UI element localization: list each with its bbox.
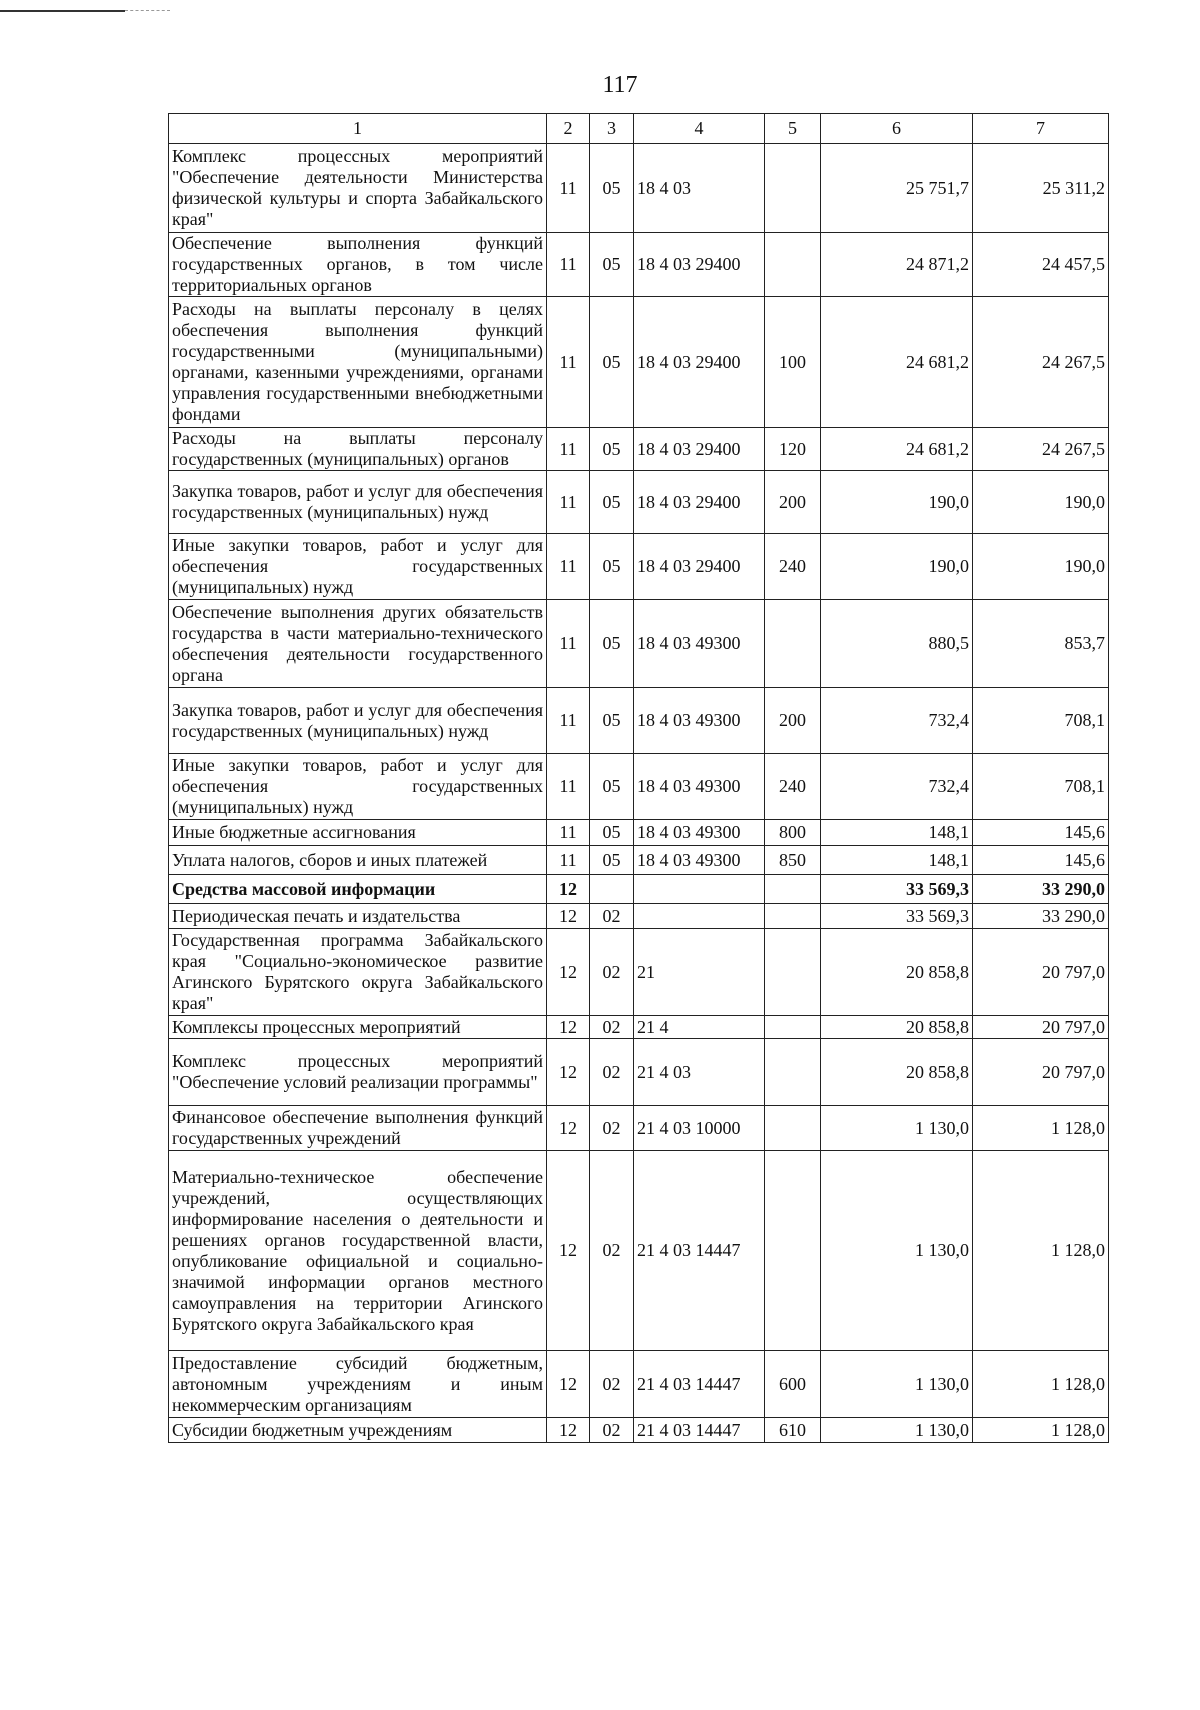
- amount-col-7: 20 797,0: [973, 1039, 1109, 1106]
- amount-col-6: 732,4: [821, 688, 973, 754]
- expense-type-code: 850: [765, 846, 821, 875]
- target-article-code: 21 4 03 14447: [634, 1151, 765, 1351]
- row-name: Комплексы процессных мероприятий: [169, 1016, 547, 1039]
- row-name: Материально-техническое обеспечение учреждений, осуществляющих информирование населения о деятельности и решениях органов государственной власти, опубликование официальной и социально-значимой информации органов местного самоуправления на территории Агинского Бурятского округа Забайкальского края: [169, 1151, 547, 1351]
- amount-col-7: 1 128,0: [973, 1418, 1109, 1443]
- section-code: 12: [547, 904, 590, 929]
- target-article-code: 18 4 03 49300: [634, 846, 765, 875]
- amount-col-7: 20 797,0: [973, 1016, 1109, 1039]
- expense-type-code: 610: [765, 1418, 821, 1443]
- target-article-code: 21 4: [634, 1016, 765, 1039]
- table-row: [169, 471, 1109, 534]
- expense-type-code: 100: [765, 297, 821, 428]
- amount-col-7: 25 311,2: [973, 144, 1109, 233]
- subsection-code: 05: [590, 534, 634, 600]
- subsection-code: 05: [590, 233, 634, 297]
- subsection-code: 05: [590, 471, 634, 534]
- section-code: 11: [547, 428, 590, 471]
- subsection-code: 05: [590, 688, 634, 754]
- row-name: Финансовое обеспечение выполнения функций государственных учреждений: [169, 1106, 547, 1151]
- table-row: [169, 600, 1109, 688]
- subsection-code: 05: [590, 297, 634, 428]
- amount-col-6: 1 130,0: [821, 1106, 973, 1151]
- section-code: 11: [547, 846, 590, 875]
- header-cell: 3: [590, 114, 634, 144]
- row-name: Расходы на выплаты персоналу государственных (муниципальных) органов: [169, 428, 547, 471]
- row-name: Комплекс процессных мероприятий "Обеспечение условий реализации программы": [169, 1039, 547, 1106]
- expense-type-code: 120: [765, 428, 821, 471]
- amount-col-6: 33 569,3: [821, 875, 973, 904]
- amount-col-6: 24 871,2: [821, 233, 973, 297]
- row-name: Иные бюджетные ассигнования: [169, 820, 547, 846]
- row-name: Обеспечение выполнения других обязательств государства в части материально-технического обеспечения деятельности государственного органа: [169, 600, 547, 688]
- target-article-code: 21 4 03 10000: [634, 1106, 765, 1151]
- amount-col-7: 145,6: [973, 846, 1109, 875]
- table-row: [169, 534, 1109, 600]
- subsection-code: 02: [590, 929, 634, 1016]
- table-row: [169, 1351, 1109, 1418]
- section-code: 11: [547, 754, 590, 820]
- header-cell: 1: [169, 114, 547, 144]
- amount-col-7: 33 290,0: [973, 904, 1109, 929]
- header-cell: 4: [634, 114, 765, 144]
- target-article-code: 18 4 03 49300: [634, 688, 765, 754]
- target-article-code: 21 4 03: [634, 1039, 765, 1106]
- expense-type-code: 600: [765, 1351, 821, 1418]
- table-row: [169, 820, 1109, 846]
- amount-col-6: 148,1: [821, 820, 973, 846]
- amount-col-7: 20 797,0: [973, 929, 1109, 1016]
- table-row: [169, 1418, 1109, 1443]
- section-code: 11: [547, 144, 590, 233]
- section-code: 11: [547, 600, 590, 688]
- expense-type-code: 240: [765, 534, 821, 600]
- subsection-code: 05: [590, 820, 634, 846]
- target-article-code: 21: [634, 929, 765, 1016]
- row-name: Закупка товаров, работ и услуг для обеспечения государственных (муниципальных) нужд: [169, 688, 547, 754]
- expense-type-code: [765, 1016, 821, 1039]
- target-article-code: 18 4 03 29400: [634, 233, 765, 297]
- expense-type-code: [765, 233, 821, 297]
- amount-col-6: 33 569,3: [821, 904, 973, 929]
- expense-type-code: [765, 875, 821, 904]
- amount-col-7: 24 267,5: [973, 297, 1109, 428]
- target-article-code: 18 4 03 49300: [634, 820, 765, 846]
- table-row: [169, 1016, 1109, 1039]
- table-row: [169, 144, 1109, 233]
- subsection-code: 05: [590, 428, 634, 471]
- amount-col-7: 24 457,5: [973, 233, 1109, 297]
- table-row: [169, 428, 1109, 471]
- target-article-code: 21 4 03 14447: [634, 1418, 765, 1443]
- amount-col-6: 1 130,0: [821, 1418, 973, 1443]
- target-article-code: 18 4 03 49300: [634, 600, 765, 688]
- expense-type-code: [765, 1106, 821, 1151]
- section-code: 12: [547, 1151, 590, 1351]
- scan-edge-line: [0, 10, 125, 12]
- amount-col-7: 33 290,0: [973, 875, 1109, 904]
- section-code: 12: [547, 1016, 590, 1039]
- table-row: [169, 1039, 1109, 1106]
- header-cell: 2: [547, 114, 590, 144]
- table-row: [169, 846, 1109, 875]
- expense-type-code: [765, 1151, 821, 1351]
- expense-type-code: [765, 600, 821, 688]
- amount-col-6: 880,5: [821, 600, 973, 688]
- subsection-code: 05: [590, 144, 634, 233]
- subsection-code: 05: [590, 754, 634, 820]
- subsection-code: [590, 875, 634, 904]
- row-name: Средства массовой информации: [169, 875, 547, 904]
- section-code: 11: [547, 688, 590, 754]
- amount-col-7: 708,1: [973, 688, 1109, 754]
- row-name: Расходы на выплаты персоналу в целях обеспечения выполнения функций государственными (муниципальными) органами, казенными учреждениями, органами управления государственными внебюджетными фондами: [169, 297, 547, 428]
- row-name: Комплекс процессных мероприятий "Обеспечение деятельности Министерства физической культуры и спорта Забайкальского края": [169, 144, 547, 233]
- subsection-code: 05: [590, 846, 634, 875]
- subsection-code: 02: [590, 1351, 634, 1418]
- section-code: 11: [547, 534, 590, 600]
- page-number: 117: [602, 72, 638, 98]
- table-row: [169, 1151, 1109, 1351]
- expense-type-code: [765, 1039, 821, 1106]
- amount-col-7: 190,0: [973, 471, 1109, 534]
- table-row: [169, 297, 1109, 428]
- target-article-code: 18 4 03 49300: [634, 754, 765, 820]
- table-row: [169, 875, 1109, 904]
- amount-col-6: 732,4: [821, 754, 973, 820]
- expense-type-code: [765, 904, 821, 929]
- subsection-code: 02: [590, 1418, 634, 1443]
- header-cell: 6: [821, 114, 973, 144]
- table-row: [169, 233, 1109, 297]
- budget-table: [168, 113, 1109, 1443]
- section-code: 11: [547, 297, 590, 428]
- expense-type-code: [765, 144, 821, 233]
- target-article-code: [634, 904, 765, 929]
- section-code: 12: [547, 1418, 590, 1443]
- amount-col-7: 145,6: [973, 820, 1109, 846]
- table-body: [169, 114, 1109, 1443]
- amount-col-7: 24 267,5: [973, 428, 1109, 471]
- subsection-code: 02: [590, 1106, 634, 1151]
- target-article-code: 18 4 03 29400: [634, 428, 765, 471]
- expense-type-code: 240: [765, 754, 821, 820]
- amount-col-7: 1 128,0: [973, 1106, 1109, 1151]
- expense-type-code: 800: [765, 820, 821, 846]
- amount-col-6: 20 858,8: [821, 1016, 973, 1039]
- section-code: 11: [547, 471, 590, 534]
- amount-col-6: 25 751,7: [821, 144, 973, 233]
- section-code: 12: [547, 1106, 590, 1151]
- amount-col-6: 148,1: [821, 846, 973, 875]
- target-article-code: 18 4 03 29400: [634, 297, 765, 428]
- table-row: [169, 929, 1109, 1016]
- section-code: 12: [547, 875, 590, 904]
- header-row: [169, 114, 1109, 144]
- target-article-code: 18 4 03 29400: [634, 534, 765, 600]
- subsection-code: 05: [590, 600, 634, 688]
- row-name: Государственная программа Забайкальского края "Социально-экономическое развитие Агинского Бурятского округа Забайкальского края": [169, 929, 547, 1016]
- table-row: [169, 1106, 1109, 1151]
- subsection-code: 02: [590, 904, 634, 929]
- row-name: Уплата налогов, сборов и иных платежей: [169, 846, 547, 875]
- table-row: [169, 754, 1109, 820]
- amount-col-7: 708,1: [973, 754, 1109, 820]
- amount-col-6: 190,0: [821, 534, 973, 600]
- amount-col-7: 1 128,0: [973, 1351, 1109, 1418]
- amount-col-6: 24 681,2: [821, 428, 973, 471]
- amount-col-7: 1 128,0: [973, 1151, 1109, 1351]
- amount-col-7: 190,0: [973, 534, 1109, 600]
- row-name: Обеспечение выполнения функций государственных органов, в том числе территориальных органов: [169, 233, 547, 297]
- target-article-code: [634, 875, 765, 904]
- row-name: Иные закупки товаров, работ и услуг для обеспечения государственных (муниципальных) нужд: [169, 754, 547, 820]
- header-cell: 5: [765, 114, 821, 144]
- target-article-code: 18 4 03 29400: [634, 471, 765, 534]
- section-code: 12: [547, 929, 590, 1016]
- scan-edge-line-faint: [125, 10, 170, 11]
- table-row: [169, 904, 1109, 929]
- expense-type-code: [765, 929, 821, 1016]
- target-article-code: 18 4 03: [634, 144, 765, 233]
- subsection-code: 02: [590, 1039, 634, 1106]
- section-code: 12: [547, 1039, 590, 1106]
- header-cell: 7: [973, 114, 1109, 144]
- table-row: [169, 688, 1109, 754]
- row-name: Периодическая печать и издательства: [169, 904, 547, 929]
- section-code: 11: [547, 233, 590, 297]
- amount-col-6: 20 858,8: [821, 1039, 973, 1106]
- row-name: Закупка товаров, работ и услуг для обеспечения государственных (муниципальных) нужд: [169, 471, 547, 534]
- section-code: 11: [547, 820, 590, 846]
- amount-col-6: 20 858,8: [821, 929, 973, 1016]
- amount-col-7: 853,7: [973, 600, 1109, 688]
- subsection-code: 02: [590, 1151, 634, 1351]
- section-code: 12: [547, 1351, 590, 1418]
- amount-col-6: 1 130,0: [821, 1351, 973, 1418]
- row-name: Предоставление субсидий бюджетным, автономным учреждениям и иным некоммерческим организациям: [169, 1351, 547, 1418]
- row-name: Иные закупки товаров, работ и услуг для обеспечения государственных (муниципальных) нужд: [169, 534, 547, 600]
- amount-col-6: 24 681,2: [821, 297, 973, 428]
- amount-col-6: 1 130,0: [821, 1151, 973, 1351]
- amount-col-6: 190,0: [821, 471, 973, 534]
- target-article-code: 21 4 03 14447: [634, 1351, 765, 1418]
- expense-type-code: 200: [765, 471, 821, 534]
- row-name: Субсидии бюджетным учреждениям: [169, 1418, 547, 1443]
- expense-type-code: 200: [765, 688, 821, 754]
- subsection-code: 02: [590, 1016, 634, 1039]
